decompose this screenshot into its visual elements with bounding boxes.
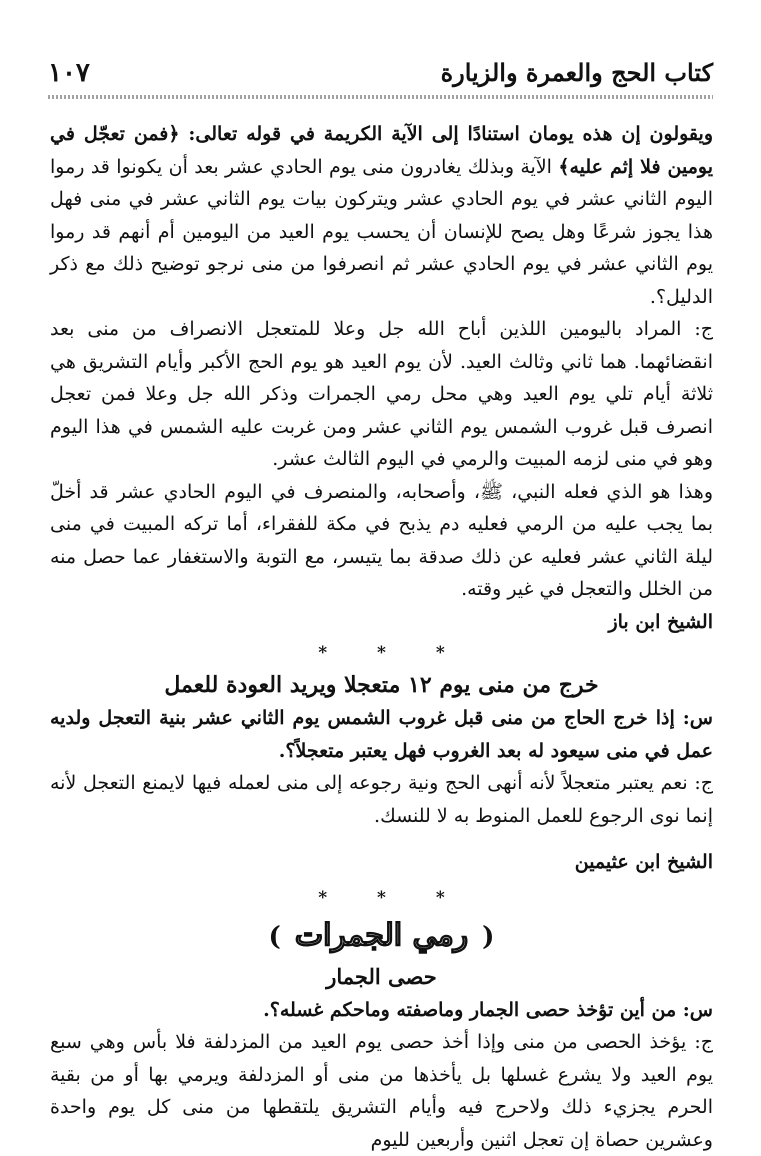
- question-bold-text: ويقولون إن هذه يومان استنادًا إلى الآية الكريمة في قوله تعالى: ﴿فمن تعجّل في يومين فلا إثم عليه﴾: [50, 123, 713, 178]
- question-paragraph: س: من أين تؤخذ حصى الجمار وماصفته وماحكم غسله؟.: [263, 998, 713, 1021]
- author-signature: الشيخ ابن باز: [608, 610, 713, 633]
- separator-stars: * * *: [318, 887, 467, 908]
- separator-stars: * * *: [318, 643, 467, 663]
- page-header: [48, 58, 713, 92]
- chapter-title: [50, 913, 713, 960]
- chapter-title-text: رمي الجمرات: [294, 917, 469, 953]
- paragraph-question-continued: [50, 118, 713, 313]
- answer-paragraph-continued: وهذا هو الذي فعله النبي، ﷺ، وأصحابه، والمنصرف في اليوم الحادي عشر قد أخلّ بما يجب عليه من الرمي فعليه دم يذبح في مكة للفقراء، أما تركه المبيت في منى ليلة الثاني عشر فعليه عن ذلك صدقة بما يتيسر، مع التوبة والاستغفار عما حصل منه من الخلل والتعجل في غير وقته.: [50, 480, 713, 600]
- question-rest-text: الآية وبذلك يغادرون منى يوم الحادي عشر بعد أن يكونوا قد رموا اليوم الثاني عشر في يوم الحادي عشر ويتركون بيات يوم الثاني عشر في منى فهل هذا يجوز شرعًا وهل يصح للإنسان أن يحسب يوم العيد من اليومين أم أنهم قد رموا يوم الثاني عشر في يوم الحادي عشر ثم انصرفوا من منى نرجو توضيح ذلك مع ذكر الدليل؟.: [50, 155, 713, 308]
- answer-paragraph: ج: يؤخذ الحصى من منى وإذا أخذ حصى يوم العيد من المزدلفة فلا بأس وهي سبع يوم العيد ولا يشرع غسلها بل يأخذها من منى أو المزدلفة ويرمي بها أو من بقية الحرم يجزيء ذلك ولاحرج فيه وأيام التشريق يلتقطها من منى كل يوم واحدة وعشرين حصاة إن تعجل اثنين وأربعين لليوم: [50, 1031, 713, 1151]
- section-title: حصى الجمار: [326, 963, 437, 989]
- header-divider: [48, 95, 713, 99]
- page-body: [50, 118, 713, 1156]
- page-number: ١٠٧: [48, 58, 90, 88]
- chapter-open-bracket: (: [482, 921, 495, 952]
- answer-paragraph: ج: نعم يعتبر متعجلاً لأنه أنهى الحج ونية رجوعه إلى منى لعمله فيها لايمنع التعجل لأنه إنما نوى الرجوع للعمل المنوط به لا للنسك.: [50, 772, 713, 827]
- author-signature: الشيخ ابن عثيمين: [574, 851, 713, 873]
- question-paragraph: س: إذا خرج الحاج من منى قبل غروب الشمس يوم الثاني عشر بنية التعجل ولديه عمل في منى سيعود له بعد الغروب فهل يعتبر متعجلاً؟.: [50, 707, 713, 762]
- answer-paragraph: ج: المراد باليومين اللذين أباح الله جل وعلا للمتعجل الانصراف من منى بعد انقضائهما. هما ثاني وثالث العيد. لأن يوم العيد هو يوم الحج الأكبر وأيام التشريق هي ثلاثة أيام تلي يوم العيد وهي محل رمي الجمرات وذكر الله جل وعلا فمن تعجل انصرف قبل غروب الشمس يوم الثاني عشر ومن غربت عليه الشمس في هذا اليوم وهو في منى لزمه المبيت والرمي في اليوم الثالث عشر.: [50, 318, 713, 470]
- section-title: خرج من منى يوم ١٢ متعجلا ويريد العودة للعمل: [164, 672, 599, 698]
- book-title: كتاب الحج والعمرة والزيارة: [440, 58, 713, 87]
- chapter-close-bracket: ): [268, 921, 281, 952]
